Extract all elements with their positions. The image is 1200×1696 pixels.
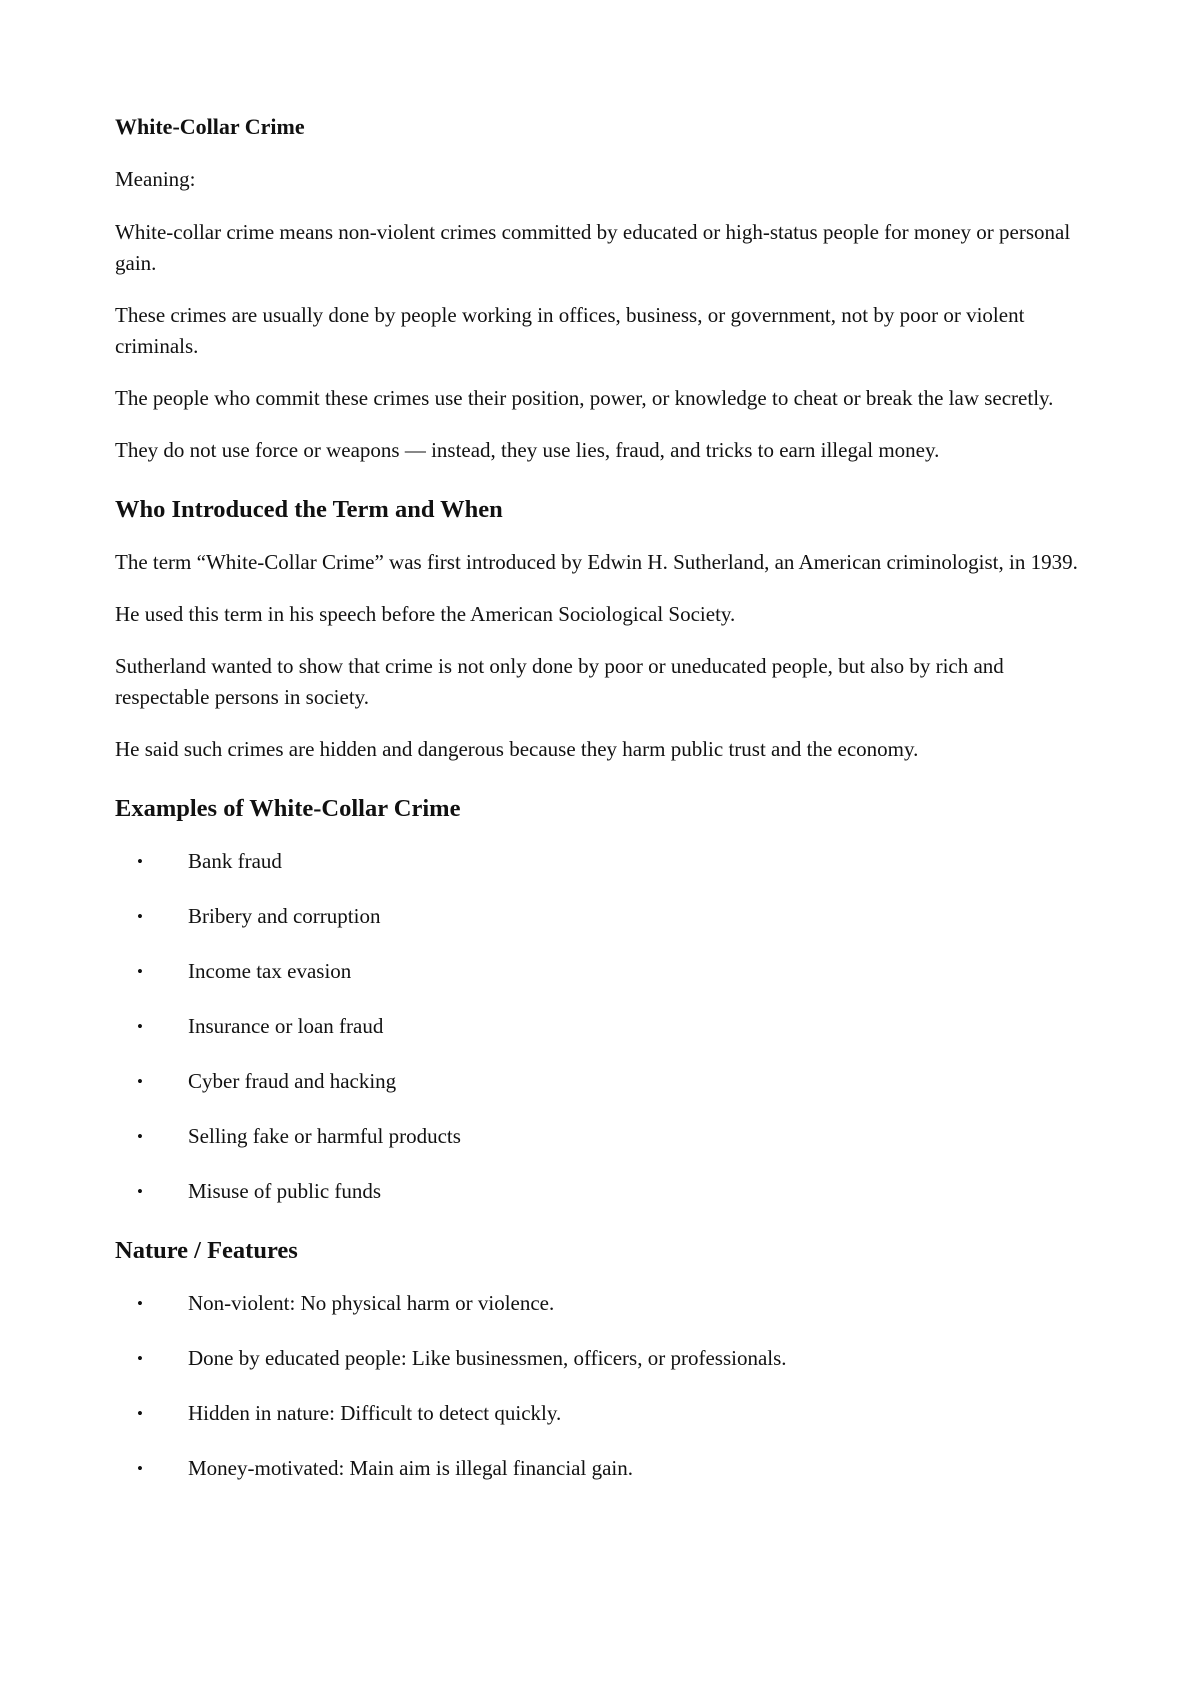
features-list	[115, 1288, 1090, 1484]
bullet-icon: •	[137, 1072, 143, 1091]
bullet-icon: •	[137, 907, 143, 926]
meaning-paragraph: White-collar crime means non-violent crimes committed by educated or high-status people for money or personal gain.	[115, 220, 1071, 275]
list-item	[115, 1066, 1090, 1097]
meaning-paragraph: These crimes are usually done by people working in offices, business, or government, not by poor or violent criminals.	[115, 303, 1025, 358]
bullet-icon: •	[137, 852, 143, 871]
meaning-paragraph: They do not use force or weapons — instead, they use lies, fraud, and tricks to earn illegal money.	[115, 438, 940, 462]
list-item-text: Cyber fraud and hacking	[188, 1069, 397, 1093]
bullet-icon: •	[137, 1349, 143, 1368]
origin-paragraph: He said such crimes are hidden and dangerous because they harm public trust and the economy.	[115, 737, 919, 761]
list-item-text: Income tax evasion	[188, 959, 352, 983]
bullet-icon: •	[137, 1404, 143, 1423]
bullet-icon: •	[137, 1459, 143, 1478]
origin-paragraph: He used this term in his speech before the American Sociological Society.	[115, 602, 736, 626]
bullet-icon: •	[137, 1127, 143, 1146]
list-item-text: Done by educated people: Like businessmen, officers, or professionals.	[188, 1346, 787, 1370]
document-page	[115, 112, 1090, 1508]
list-item	[115, 1398, 1090, 1429]
bullet-icon: •	[137, 1294, 143, 1313]
list-item-text: Non-violent: No physical harm or violence.	[188, 1291, 555, 1315]
examples-heading: Examples of White-Collar Crime	[115, 795, 461, 822]
list-item-text: Selling fake or harmful products	[188, 1124, 461, 1148]
list-item-text: Insurance or loan fraud	[188, 1014, 384, 1038]
bullet-icon: •	[137, 1017, 143, 1036]
bullet-icon: •	[137, 962, 143, 981]
origin-heading: Who Introduced the Term and When	[115, 496, 503, 523]
list-item-text: Money-motivated: Main aim is illegal financial gain.	[188, 1456, 633, 1480]
list-item	[115, 1453, 1090, 1484]
list-item	[115, 901, 1090, 932]
examples-list	[115, 846, 1090, 1207]
list-item	[115, 846, 1090, 877]
document-title: White-Collar Crime	[115, 114, 305, 139]
list-item	[115, 956, 1090, 987]
meaning-label: Meaning:	[115, 167, 196, 191]
meaning-paragraph: The people who commit these crimes use their position, power, or knowledge to cheat or break the law secretly.	[115, 386, 1054, 410]
list-item	[115, 1343, 1090, 1374]
list-item-text: Misuse of public funds	[188, 1179, 382, 1203]
list-item	[115, 1121, 1090, 1152]
list-item-text: Hidden in nature: Difficult to detect quickly.	[188, 1401, 562, 1425]
list-item-text: Bribery and corruption	[188, 904, 381, 928]
origin-paragraph: The term “White-Collar Crime” was first introduced by Edwin H. Sutherland, an American criminologist, in 1939.	[115, 550, 1078, 574]
list-item	[115, 1176, 1090, 1207]
list-item	[115, 1288, 1090, 1319]
features-heading: Nature / Features	[115, 1237, 298, 1264]
origin-paragraph: Sutherland wanted to show that crime is not only done by poor or uneducated people, but also by rich and respectable persons in society.	[115, 654, 1004, 709]
list-item	[115, 1011, 1090, 1042]
list-item-text: Bank fraud	[188, 849, 282, 873]
bullet-icon: •	[137, 1182, 143, 1201]
